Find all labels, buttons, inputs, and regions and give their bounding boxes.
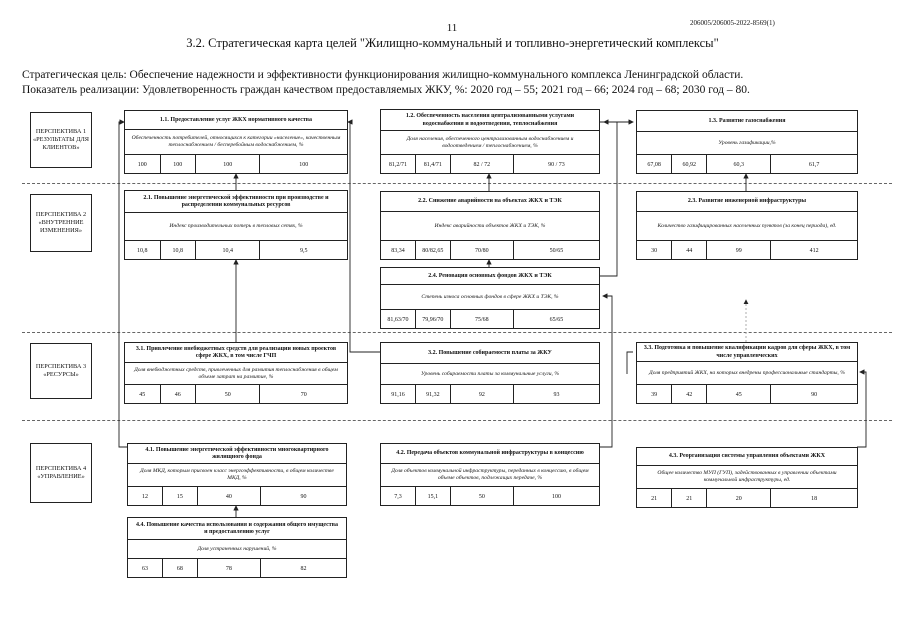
card-title: 1.1. Предоставление услуг ЖКХ нормативного качества <box>125 111 347 130</box>
card-values <box>381 310 599 329</box>
card-title: 2.1. Повышение энергетической эффективности при производстве и распределении коммунальных ресурсов <box>125 191 347 213</box>
card-values <box>637 241 857 260</box>
card-indicator: Доля устраненных нарушений, % <box>128 540 346 559</box>
goal-card-2-2 <box>380 191 600 260</box>
card-indicator: Общее количество МУП (ГУП), задействованных в управлении объектами коммунальной инфраструктуры, ед. <box>637 466 857 489</box>
perspective-2-label: ПЕРСПЕКТИВА 2 «ВНУТРЕННИЕ ИЗМЕНЕНИЯ» <box>30 194 92 252</box>
value-2020: 91,16 <box>381 385 416 404</box>
value-2024: 92 <box>451 385 514 404</box>
value-2021: 68 <box>163 559 198 578</box>
card-values <box>125 155 347 174</box>
value-2024: 20 <box>707 489 771 508</box>
goal-card-2-3 <box>636 191 858 260</box>
value-2030: 93 <box>553 391 560 398</box>
goal-card-1-3 <box>636 110 858 174</box>
value-2020: 100 <box>125 155 161 174</box>
value-2021: 60,92 <box>672 155 707 174</box>
card-title: 2.3. Развитие инженерной инфраструктуры <box>637 192 857 212</box>
value-2021: 79,96/70 <box>416 310 451 329</box>
card-values <box>128 559 346 578</box>
goal-card-3-3 <box>636 342 858 404</box>
perspective-4-label: ПЕРСПЕКТИВА 4 «УПРАВЛЕНИЕ» <box>30 443 92 503</box>
perspective-3-label: ПЕРСПЕКТИВА 3 «РЕСУРСЫ» <box>30 343 92 399</box>
card-title: 3.1. Привлечение внебюджетных средств для реализации новых проектов сфере ЖКХ, в том числе ГЧП <box>125 343 347 363</box>
document-id: 206005/206005-2022-8569(1) <box>690 19 775 27</box>
value-2020: 10,8 <box>125 241 161 260</box>
card-title: 2.2. Снижение аварийности на объектах ЖКХ и ТЭК <box>381 192 599 212</box>
value-2030: 90 / 73 <box>548 161 565 168</box>
value-2024: 99 <box>707 241 771 260</box>
card-title: 2.4. Реновация основных фондов ЖКХ и ТЭК <box>381 268 599 285</box>
value-2020: 83,34 <box>381 241 416 260</box>
value-2024: 50 <box>196 385 260 404</box>
goal-card-4-4 <box>127 517 347 578</box>
value-2030: 50/65 <box>549 247 564 254</box>
card-title: 3.2. Повышение собираемости платы за ЖКУ <box>381 343 599 364</box>
value-2020: 63 <box>128 559 163 578</box>
value-2021: 21 <box>672 489 707 508</box>
value-2021: 100 <box>161 155 197 174</box>
card-indicator: Обеспеченность потребителей, относящихся к категории «население», качественным теплоснабжением / бесперебойным водоснабжением, % <box>125 130 347 155</box>
card-values <box>637 155 857 174</box>
card-indicator: Доля объектов коммунальной инфраструктуры, переданных в концессию, в общем объеме объектов, подлежащих передаче, % <box>381 464 599 487</box>
page-number: 11 <box>446 22 458 34</box>
card-values <box>381 487 599 506</box>
card-values <box>125 385 347 404</box>
value-2020: 30 <box>637 241 672 260</box>
value-2030: 61,7 <box>808 161 820 168</box>
card-indicator: Доля МКД, которым присвоен класс энергоэффективности, в общем количестве МКД, % <box>128 464 346 487</box>
goal-card-2-1 <box>124 190 348 260</box>
value-2021: 80/82,65 <box>416 241 451 260</box>
goal-card-1-2 <box>380 109 600 174</box>
card-indicator: Доля предприятий ЖКХ, на которых внедрены профессиональные стандарты, % <box>637 362 857 385</box>
card-indicator: Индекс аварийности объектов ЖКХ и ТЭК, % <box>381 212 599 241</box>
value-2020: 39 <box>637 385 672 404</box>
value-2024: 60,3 <box>707 155 771 174</box>
value-2030: 90 <box>300 493 307 500</box>
card-values <box>128 487 346 506</box>
page-title: 3.2. Стратегическая карта целей "Жилищно-коммунальный и топливно-энергетический комплексы" <box>186 36 719 50</box>
value-2021: 15,1 <box>416 487 451 506</box>
value-2030: 412 <box>809 247 819 254</box>
value-2024: 50 <box>451 487 514 506</box>
card-title: 4.1. Повышение энергетической эффективности многоквартирного жилищного фонда <box>128 444 346 464</box>
value-2020: 81,2/71 <box>381 155 416 174</box>
value-2030: 9,5 <box>299 247 308 254</box>
card-indicator: Уровень собираемости платы за коммунальные услуги, % <box>381 364 599 385</box>
card-values <box>125 241 347 260</box>
value-2020: 45 <box>125 385 161 404</box>
card-values <box>637 385 857 404</box>
value-2021: 10,8 <box>161 241 197 260</box>
value-2024: 40 <box>198 487 261 506</box>
goal-card-1-1 <box>124 110 348 174</box>
value-2024: 70/80 <box>451 241 514 260</box>
goal-card-4-2 <box>380 443 600 506</box>
value-2024: 78 <box>198 559 261 578</box>
card-title: 1.2. Обеспеченность населения централизованными услугами водоснабжения и водоотведения, теплоснабжения <box>381 110 599 131</box>
value-2020: 67,08 <box>637 155 672 174</box>
value-2030: 100 <box>551 493 561 500</box>
card-values <box>381 385 599 404</box>
card-indicator: Индекс производительных потерь в тепловых сетях, % <box>125 213 347 241</box>
strategic-goal: Стратегическая цель: Обеспечение надежности и эффективности функционирования жилищно-коммунального комплекса Ленинградской области. <box>22 69 744 81</box>
card-values <box>381 155 599 174</box>
card-indicator: Уровень газификации,% <box>637 132 857 155</box>
card-title: 3.3. Подготовка и повышение квалификации кадров для сферы ЖКХ, в том числе управленческих <box>637 343 857 362</box>
goal-indicator: Показатель реализации: Удовлетворенность граждан качеством предоставляемых ЖКУ, %: 2020 год – 55; 2021 год – 66; 2024 год – 68; 2030 год – 80. <box>22 84 750 96</box>
value-2020: 81,63/70 <box>381 310 416 329</box>
value-2020: 21 <box>637 489 672 508</box>
value-2030: 65/65 <box>549 316 564 323</box>
perspective-1-label: ПЕРСПЕКТИВА 1 «РЕЗУЛЬТАТЫ ДЛЯ КЛИЕНТОВ» <box>30 112 92 168</box>
value-2024: 100 <box>196 155 260 174</box>
card-title: 1.3. Развитие газоснабжения <box>637 111 857 132</box>
value-2030: 18 <box>811 495 818 502</box>
card-values <box>637 489 857 508</box>
value-2021: 46 <box>161 385 197 404</box>
card-title: 4.3. Реорганизация системы управления объектами ЖКХ <box>637 448 857 466</box>
value-2021: 42 <box>672 385 707 404</box>
value-2021: 91,32 <box>416 385 451 404</box>
card-indicator: Количество газифицированных населенных пунктов (за конец периода), ед. <box>637 212 857 241</box>
value-2024: 10,4 <box>196 241 260 260</box>
value-2020: 7,3 <box>381 487 416 506</box>
card-indicator: Степень износа основных фондов в сфере ЖКХ и ТЭК, % <box>381 285 599 310</box>
value-2024: 45 <box>707 385 771 404</box>
value-2030: 82 <box>300 565 307 572</box>
value-2024: 82 / 72 <box>451 155 514 174</box>
value-2021: 81,4/71 <box>416 155 451 174</box>
card-title: 4.4. Повышение качества использования и содержания общего имущества и предоставлению услуг <box>128 518 346 540</box>
card-indicator: Доля внебюджетных средств, привлеченных для развития теплоснабжения в общем объеме затрат на развитие, % <box>125 363 347 385</box>
value-2021: 44 <box>672 241 707 260</box>
value-2030: 100 <box>299 161 309 168</box>
value-2021: 15 <box>163 487 198 506</box>
goal-card-3-2 <box>380 342 600 404</box>
goal-card-4-1 <box>127 443 347 506</box>
value-2030: 70 <box>300 391 307 398</box>
value-2024: 75/68 <box>451 310 514 329</box>
card-title: 4.2. Передача объектов коммунальной инфраструктуры в концессию <box>381 444 599 464</box>
goal-card-3-1 <box>124 342 348 404</box>
goal-card-2-4 <box>380 267 600 329</box>
card-indicator: Доля населения, обеспеченного централизованным водоснабжением и водоотведением / теплоснабжением, % <box>381 131 599 155</box>
value-2020: 12 <box>128 487 163 506</box>
goal-card-4-3 <box>636 447 858 508</box>
card-values <box>381 241 599 260</box>
value-2030: 90 <box>811 391 818 398</box>
